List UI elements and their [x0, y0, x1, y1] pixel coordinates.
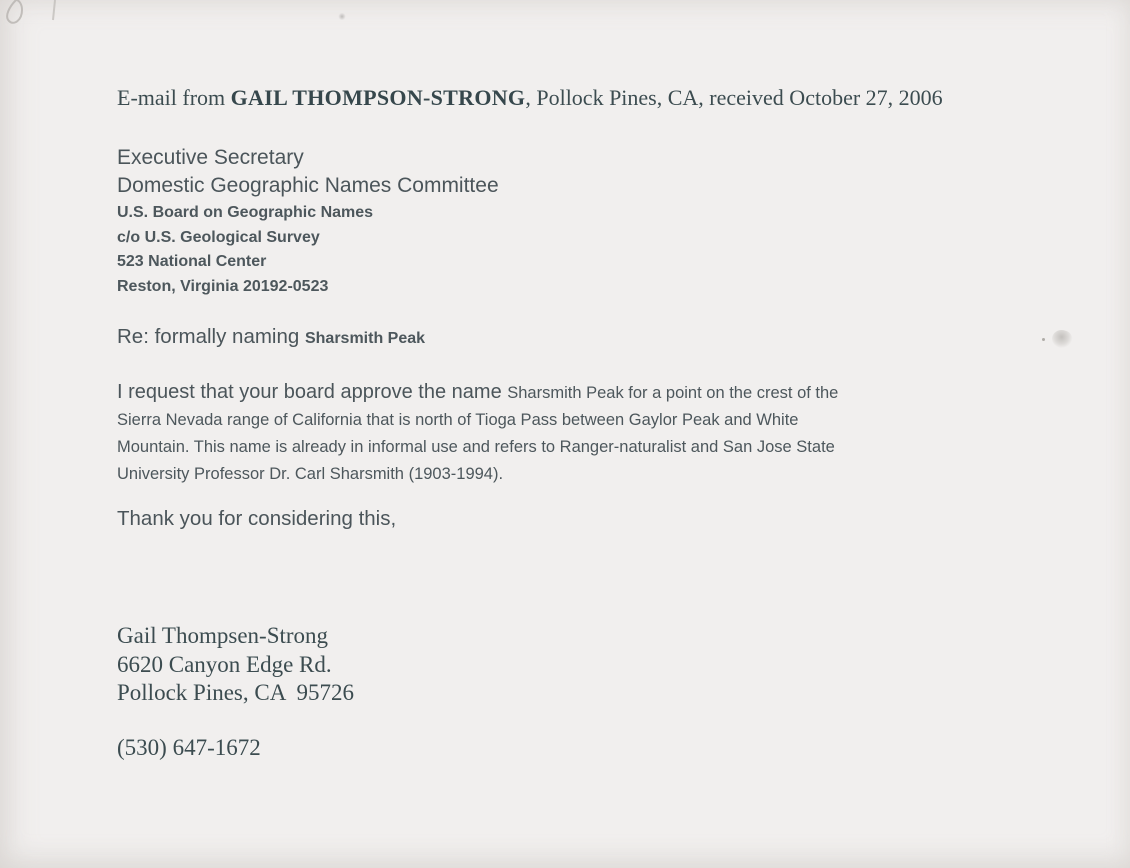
- email-header-line: [117, 85, 943, 111]
- recipient-city-state: Reston, Virginia 20192-0523: [117, 277, 329, 295]
- subject-prefix: Re: formally naming: [117, 325, 305, 348]
- signature-block: [117, 622, 354, 708]
- ink-smudge-dot: [1042, 338, 1045, 341]
- signature-street: 6620 Canyon Edge Rd.: [117, 651, 332, 677]
- ink-smudge: [1050, 327, 1075, 350]
- header-prefix: E-mail from: [117, 85, 231, 110]
- pencil-squiggle-icon: [0, 0, 80, 40]
- subject-feature-name: Sharsmith Peak: [304, 330, 426, 347]
- recipient-address-block: [117, 144, 499, 299]
- body-lead: I request that your board approve the name: [117, 381, 508, 403]
- signature-city-zip: Pollock Pines, CA 95726: [117, 680, 355, 705]
- sender-name: GAIL THOMPSON-STRONG: [230, 85, 526, 110]
- recipient-street: 523 National Center: [117, 253, 267, 271]
- recipient-title: Executive Secretary: [117, 146, 304, 169]
- body-line-3: Mountain. This name is already in informal use and refers to Ranger-naturalist and San Jose State: [117, 438, 835, 456]
- request-paragraph: [117, 379, 1047, 488]
- recipient-committee: Domestic Geographic Names Committee: [117, 173, 499, 197]
- scan-speck: [338, 13, 346, 20]
- body-line-2: Sierra Nevada range of California that is north of Tioga Pass between Gaylor Peak and White: [117, 411, 799, 429]
- recipient-care-of: c/o U.S. Geological Survey: [117, 228, 320, 246]
- subject-line: [117, 325, 425, 349]
- body-line-1-rest: Sharsmith Peak for a point on the crest of the: [507, 384, 839, 402]
- body-line-1: [117, 379, 1047, 407]
- body-line-4: University Professor Dr. Carl Sharsmith (1903-1994).: [117, 465, 504, 483]
- signature-name: Gail Thompsen-Strong: [117, 623, 329, 648]
- recipient-board: U.S. Board on Geographic Names: [117, 204, 374, 221]
- closing-line: Thank you for considering this,: [117, 507, 397, 530]
- signature-phone: (530) 647-1672: [117, 735, 261, 760]
- header-suffix: , Pollock Pines, CA, received October 27, 2006: [525, 85, 943, 110]
